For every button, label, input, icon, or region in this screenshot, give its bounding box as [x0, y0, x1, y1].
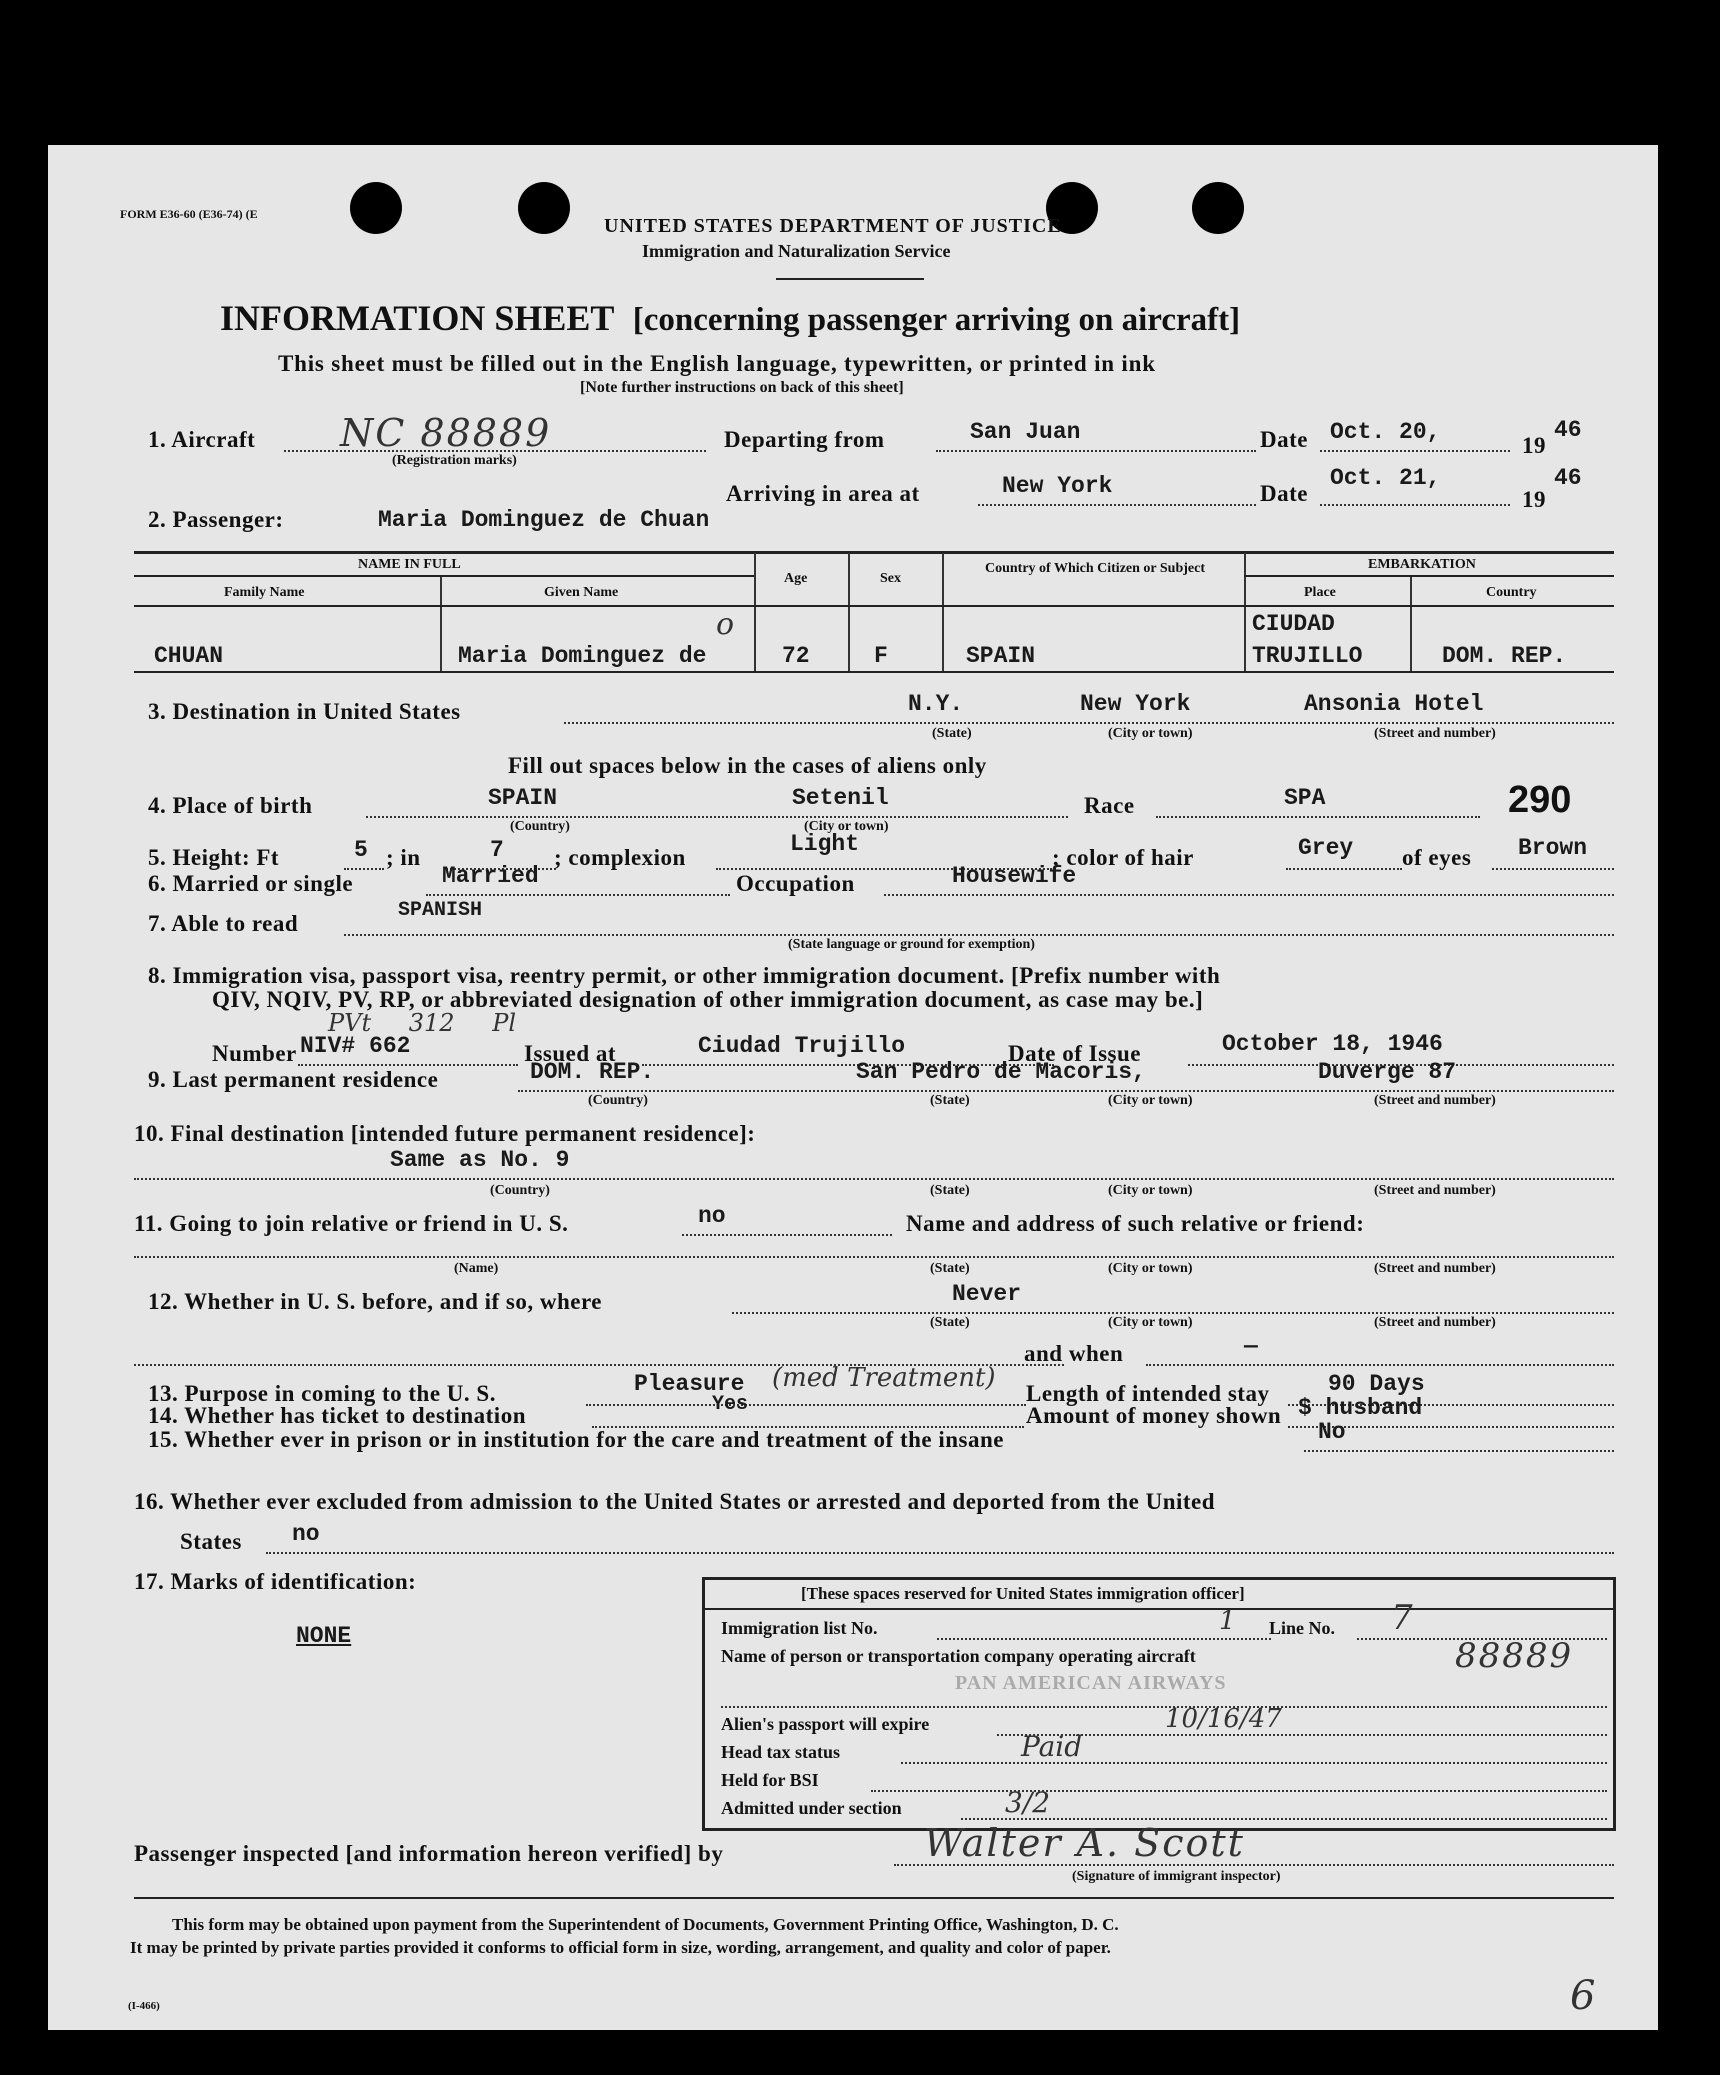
when-label: and when [1024, 1341, 1124, 1366]
read-label: 7. Able to read [148, 911, 299, 936]
passport-expire-value: 10/16/47 [1165, 1704, 1282, 1734]
bsi-label: Held for BSI [721, 1770, 819, 1790]
read-caption: (State language or ground for exemption) [788, 937, 1035, 952]
residence-state: San Pedro de Macoris, [856, 1059, 1146, 1085]
form-sheet [48, 145, 1658, 2030]
officer-reserved-box [702, 1577, 1616, 1831]
bsi-line [871, 1790, 1607, 1792]
footer-line-1: This form may be obtained upon payment from the Superintendent of Documents, Government Printing Office, Washington, D. C. [172, 1915, 1119, 1934]
form-code: (I-466) [128, 2000, 160, 2012]
caption-street: (Street and number) [1374, 1261, 1496, 1276]
arrive-date-line [1320, 504, 1510, 506]
eyes-value: Brown [1518, 835, 1588, 861]
caption-state: (State) [930, 1315, 970, 1330]
caption-street: (Street and number) [1374, 1093, 1496, 1108]
race-line [1156, 816, 1480, 818]
join-relative-label: 11. Going to join relative or friend in U. S. [134, 1211, 569, 1236]
excluded-label-2: States [180, 1529, 242, 1554]
hair-label: ; color of hair [1052, 845, 1194, 870]
caption-country: (Country) [510, 819, 570, 834]
given-name-header: Given Name [544, 585, 619, 600]
birth-country: SPAIN [488, 785, 558, 811]
table-sub-rule [1244, 575, 1614, 577]
ticket-label: 14. Whether has ticket to destination [148, 1403, 526, 1428]
aliens-only-heading: Fill out spaces below in the cases of aliens only [508, 753, 987, 778]
arriving-line [978, 504, 1256, 506]
footer-line-2: It may be printed by private parties provided it conforms to official form in size, wording, arrangement, and quality and color of paper. [130, 1938, 1111, 1957]
occupation-value: Housewife [952, 863, 1077, 889]
head-tax-value: Paid [1021, 1730, 1083, 1763]
punch-hole [350, 182, 402, 234]
title-sub: [concerning passenger arriving on aircraft] [632, 302, 1241, 338]
race-value: SPA [1284, 785, 1326, 811]
complexion-label: ; complexion [554, 845, 686, 870]
eyes-label: of eyes [1402, 845, 1472, 870]
table-sub-rule [134, 575, 754, 577]
depart-date-label: Date [1260, 427, 1308, 452]
form-number: FORM E36-60 (E36-74) (E [120, 207, 258, 221]
place-cell-line1: CIUDAD [1252, 611, 1335, 637]
issued-value: Ciudad Trujillo [698, 1033, 906, 1059]
line-no-value: 7 [1391, 1598, 1413, 1638]
marks-label: 17. Marks of identification: [134, 1569, 417, 1594]
page-number: 6 [1570, 1973, 1596, 2019]
embarkation-header: EMBARKATION [1368, 557, 1476, 572]
depart-date-line [1320, 450, 1510, 452]
list-no-line [937, 1638, 1271, 1640]
caption-street: (Street and number) [1374, 1183, 1496, 1198]
married-value: Married [442, 863, 539, 889]
table-divider [1410, 575, 1412, 673]
prison-line [1304, 1450, 1614, 1452]
table-divider [440, 575, 442, 673]
sex-cell: F [874, 643, 888, 669]
final-destination-label: 10. Final destination [intended future permanent residence]: [134, 1121, 756, 1146]
previous-visit-line [732, 1312, 1614, 1314]
destination-city: New York [1080, 691, 1191, 717]
table-head-rule [134, 605, 1614, 607]
caption-city: (City or town) [1108, 1261, 1193, 1276]
department-name: UNITED STATES DEPARTMENT OF JUSTICE [604, 215, 1062, 237]
purpose-handwritten: (med Treatment) [772, 1363, 996, 1393]
prison-label: 15. Whether ever in prison or in institution for the care and treatment of the insane [148, 1427, 1005, 1452]
age-cell: 72 [782, 643, 810, 669]
destination-line [564, 722, 1614, 724]
final-destination-value: Same as No. 9 [390, 1147, 570, 1173]
married-line [426, 894, 730, 896]
date-issue-value: October 18, 1946 [1222, 1031, 1443, 1057]
head-tax-label: Head tax status [721, 1742, 841, 1762]
when-line [1146, 1364, 1614, 1366]
caption-city: (City or town) [1108, 1183, 1193, 1198]
destination-state: N.Y. [908, 691, 964, 717]
caption-state: (State) [930, 1261, 970, 1276]
stay-label: Length of intended stay [1026, 1381, 1270, 1406]
caption-country: (Country) [588, 1093, 648, 1108]
purpose-line [586, 1404, 1026, 1406]
read-line [344, 934, 1614, 936]
emb-country-header: Country [1486, 585, 1537, 600]
arriving-label: Arriving in area at [726, 481, 920, 506]
table-bottom-rule [134, 671, 1614, 673]
stamp-code: 290 [1508, 779, 1572, 821]
service-name: Immigration and Naturalization Service [642, 241, 951, 261]
line-no-label: Line No. [1269, 1618, 1336, 1638]
feet-line [344, 868, 384, 870]
list-no-label: Immigration list No. [721, 1618, 878, 1638]
place-cell-line2: TRUJILLO [1252, 643, 1363, 669]
birthplace-label: 4. Place of birth [148, 793, 313, 818]
residence-line [518, 1090, 1614, 1092]
caption-country: (Country) [490, 1183, 550, 1198]
race-label: Race [1084, 793, 1135, 818]
occupation-label: Occupation [736, 871, 855, 896]
family-name-cell: CHUAN [154, 643, 224, 669]
birth-city: Setenil [792, 785, 889, 811]
header-divider [776, 278, 924, 280]
residence-country: DOM. REP. [530, 1059, 655, 1085]
excluded-line [266, 1552, 1614, 1554]
page-title [220, 297, 1240, 339]
height-inches: 7 [490, 837, 504, 863]
table-divider [942, 553, 944, 673]
birthplace-line [366, 816, 1068, 818]
list-no-value: 1 [1219, 1606, 1236, 1636]
occupation-line [884, 894, 1614, 896]
visa-handwritten: PVt 312 Pl [328, 1009, 517, 1037]
married-label: 6. Married or single [148, 871, 354, 896]
head-tax-line [901, 1762, 1607, 1764]
arrive-year-label: 19 [1522, 487, 1546, 512]
punch-hole [1192, 182, 1244, 234]
citizen-cell: SPAIN [966, 643, 1036, 669]
visa-label-2: QIV, NQIV, PV, RP, or abbreviated designation of other immigration document, as case may be.] [212, 987, 1204, 1012]
eyes-line [1492, 868, 1614, 870]
residence-label: 9. Last permanent residence [148, 1067, 439, 1092]
departing-line [936, 450, 1256, 452]
operator-value: 88889 [1455, 1636, 1574, 1676]
caption-state: (State) [932, 726, 972, 741]
table-top-rule [134, 551, 1614, 554]
passport-expire-label: Alien's passport will expire [721, 1714, 930, 1734]
signature-caption: (Signature of immigrant inspector) [1072, 1869, 1281, 1884]
marks-value: NONE [296, 1623, 352, 1649]
caption-city: (City or town) [1108, 1093, 1193, 1108]
caption-state: (State) [930, 1183, 970, 1198]
residence-street: Duverge 87 [1318, 1059, 1457, 1085]
number-line [298, 1064, 518, 1066]
date-issue-label: Date of Issue [1008, 1041, 1141, 1066]
caption-street: (Street and number) [1374, 726, 1496, 741]
final-destination-line [134, 1178, 1614, 1180]
aircraft-value: NC 88889 [340, 411, 552, 455]
read-value: SPANISH [398, 899, 483, 922]
family-name-header: Family Name [224, 585, 305, 600]
given-name-annotation: o [716, 607, 735, 642]
depart-year-label: 19 [1522, 433, 1546, 458]
citizen-header: Country of Which Citizen or Subject [985, 561, 1205, 576]
join-relative-line [682, 1234, 892, 1236]
caption-city: (City or town) [1108, 1315, 1193, 1330]
arrive-date-label: Date [1260, 481, 1308, 506]
visa-number: NIV# 662 [300, 1033, 411, 1059]
destination-label: 3. Destination in United States [148, 699, 461, 724]
height-feet: 5 [354, 837, 368, 863]
departing-value: San Juan [970, 419, 1081, 445]
caption-state: (State) [930, 1093, 970, 1108]
passenger-value: Maria Dominguez de Chuan [378, 507, 710, 533]
purpose-label: 13. Purpose in coming to the U. S. [148, 1381, 496, 1406]
excluded-label-1: 16. Whether ever excluded from admission to the United States or arrested and deported from the United [134, 1489, 1216, 1514]
table-divider [1244, 553, 1246, 673]
join-relative-value: no [698, 1203, 726, 1229]
airline-stamp: PAN AMERICAN AIRWAYS [955, 1672, 1227, 1694]
place-header: Place [1304, 585, 1336, 600]
section-line [961, 1818, 1607, 1820]
height-label: 5. Height: Ft [148, 845, 280, 870]
name-address-label: Name and address of such relative or friend: [906, 1211, 1365, 1236]
purpose-value: Pleasure [634, 1371, 745, 1397]
arrive-year-value: 46 [1554, 465, 1582, 491]
instruction-line: This sheet must be filled out in the English language, typewritten, or printed in ink [278, 351, 1156, 376]
table-divider [848, 553, 850, 673]
arrive-date-value: Oct. 21, [1330, 465, 1441, 491]
hair-line [1286, 868, 1402, 870]
previous-visit-label: 12. Whether in U. S. before, and if so, where [148, 1289, 602, 1314]
caption-street: (Street and number) [1374, 1315, 1496, 1330]
passenger-label: 2. Passenger: [148, 507, 284, 532]
number-label: Number [212, 1041, 297, 1066]
ticket-value: Yes [712, 1393, 749, 1416]
operator-line [721, 1706, 1607, 1708]
inspector-signature: Walter A. Scott [924, 1821, 1245, 1865]
title-main: INFORMATION SHEET [220, 298, 614, 338]
note-line: [Note further instructions on back of this sheet] [580, 379, 904, 396]
money-label: Amount of money shown [1026, 1403, 1282, 1428]
given-name-cell: Maria Dominguez de [458, 643, 707, 669]
name-in-full-header: NAME IN FULL [358, 557, 461, 572]
section-label: Admitted under section [721, 1798, 902, 1818]
complexion-value: Light [790, 831, 860, 857]
money-value: $ husband [1298, 1395, 1423, 1421]
visa-label-1: 8. Immigration visa, passport visa, reentry permit, or other immigration document. [Prefix number with [148, 963, 1221, 988]
departing-label: Departing from [724, 427, 885, 452]
officer-box-divider [705, 1608, 1613, 1610]
sex-header: Sex [880, 571, 901, 586]
hair-value: Grey [1298, 835, 1354, 861]
excluded-value: no [292, 1521, 320, 1547]
relative-address-line [134, 1256, 1614, 1258]
caption-city: (City or town) [804, 819, 889, 834]
table-divider [754, 553, 756, 673]
inches-label: ; in [386, 845, 421, 870]
depart-date-value: Oct. 20, [1330, 419, 1441, 445]
punch-hole [518, 182, 570, 234]
passport-expire-line [997, 1734, 1607, 1736]
depart-year-value: 46 [1554, 417, 1582, 443]
destination-street: Ansonia Hotel [1304, 691, 1484, 717]
caption-name: (Name) [454, 1261, 499, 1276]
prison-value: No [1318, 1419, 1346, 1445]
emb-country-cell: DOM. REP. [1442, 643, 1567, 669]
stay-value: 90 Days [1328, 1371, 1425, 1397]
aircraft-label: 1. Aircraft [148, 427, 256, 452]
caption-city: (City or town) [1108, 726, 1193, 741]
officer-box-header: [These spaces reserved for United States immigration officer] [801, 1584, 1245, 1603]
inspection-label: Passenger inspected [and information hereon verified] by [134, 1841, 724, 1866]
footer-rule [134, 1897, 1614, 1899]
when-value: — [1244, 1333, 1258, 1359]
issued-label: Issued at [524, 1041, 617, 1066]
age-header: Age [784, 571, 808, 586]
section-value: 3/2 [1005, 1786, 1051, 1819]
arriving-value: New York [1002, 473, 1113, 499]
previous-visit-value: Never [952, 1281, 1022, 1307]
operator-label: Name of person or transportation company operating aircraft [721, 1646, 1196, 1666]
registration-caption: (Registration marks) [392, 453, 517, 468]
